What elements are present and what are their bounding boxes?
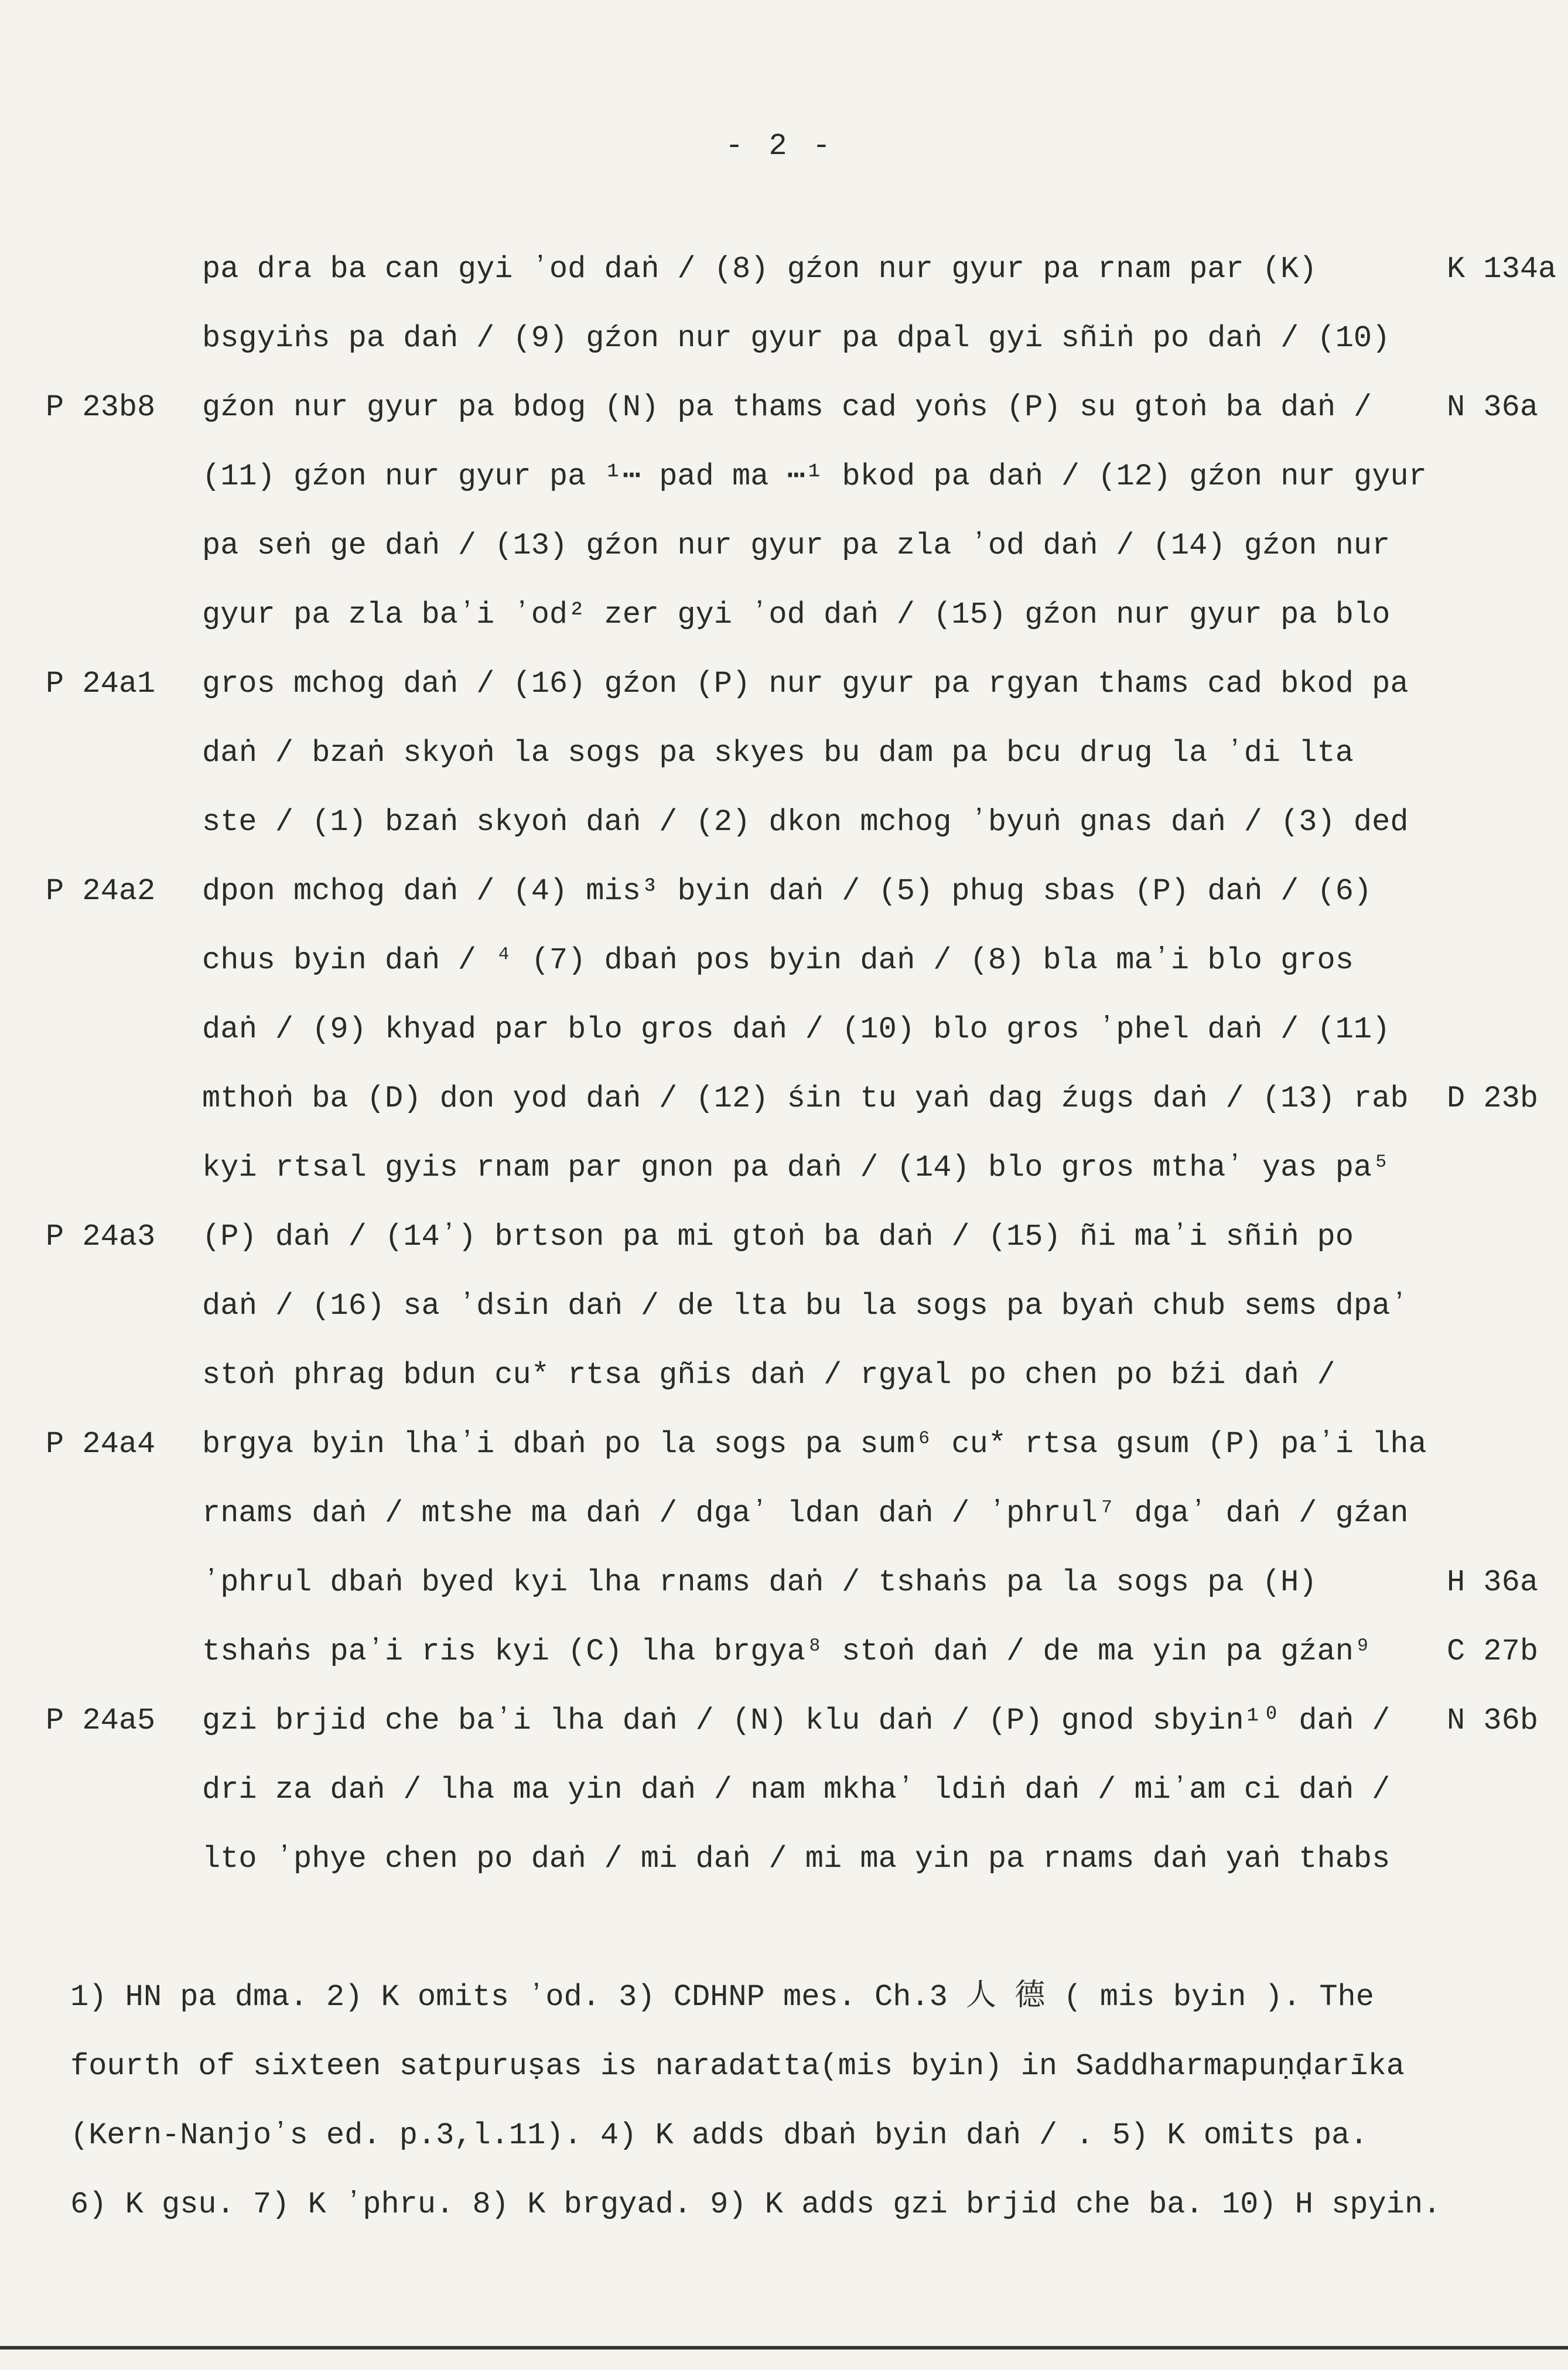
line-text: dpon mchog daṅ / (4) mis³ byin daṅ / (5) phug sbas (P) daṅ / (6) <box>202 874 1372 909</box>
left-ref: P 23b8 <box>46 390 156 425</box>
text-line <box>0 1202 1568 1272</box>
line-text: (11) gźon nur gyur pa ¹⋯ pad ma ⋯¹ bkod pa daṅ / (12) gźon nur gyur <box>202 459 1427 494</box>
line-text: bsgyiṅs pa daṅ / (9) gźon nur gyur pa dpal gyi sñiṅ po daṅ / (10) <box>202 321 1391 356</box>
line-text: mthoṅ ba (D) don yod daṅ / (12) śin tu yaṅ dag źugs daṅ / (13) rab <box>202 1081 1409 1116</box>
line-text: pa dra ba can gyi ʼod daṅ / (8) gźon nur gyur pa rnam par (K) <box>202 252 1317 286</box>
left-ref: P 24a3 <box>46 1220 156 1254</box>
text-line <box>0 856 1568 927</box>
bottom-rule <box>0 2346 1568 2349</box>
line-text: stoṅ phrag bdun cu* rtsa gñis daṅ / rgyal po chen po bźi daṅ / <box>202 1358 1335 1392</box>
line-text: lto ʼphye chen po daṅ / mi daṅ / mi ma yin pa rnams daṅ yaṅ thabs <box>202 1842 1391 1876</box>
line-text: ʼphrul dbaṅ byed kyi lha rnams daṅ / tshaṅs pa la sogs pa (H) <box>202 1565 1317 1600</box>
text-line <box>0 442 1568 512</box>
text-line <box>0 1617 1568 1687</box>
right-ref: C 27b <box>1447 1634 1539 1669</box>
text-line <box>0 1133 1568 1203</box>
line-text: rnams daṅ / mtshe ma daṅ / dgaʼ ldan daṅ / ʼphrul⁷ dgaʼ daṅ / gźan <box>202 1496 1409 1531</box>
text-line <box>0 511 1568 581</box>
right-ref: H 36a <box>1447 1565 1539 1600</box>
line-text: chus byin daṅ / ⁴ (7) dbaṅ pos byin daṅ / (8) bla maʼi blo gros <box>202 943 1354 978</box>
text-line <box>0 718 1568 788</box>
text-line <box>0 1409 1568 1480</box>
text-line <box>0 1824 1568 1894</box>
line-text: daṅ / (9) khyad par blo gros daṅ / (10) blo gros ʼphel daṅ / (11) <box>202 1012 1391 1047</box>
text-line <box>0 787 1568 858</box>
line-text: gzi brjid che baʼi lha daṅ / (N) klu daṅ / (P) gnod sbyin¹⁰ daṅ / <box>202 1703 1391 1738</box>
line-text: brgya byin lhaʼi dbaṅ po la sogs pa sum⁶ cu* rtsa gsum (P) paʼi lha <box>202 1427 1427 1461</box>
footnote-line: (Kern-Nanjoʼs ed. p.3,l.11). 4) K adds dbaṅ byin daṅ / . 5) K omits pa. <box>70 2118 1368 2153</box>
line-text: gros mchog daṅ / (16) gźon (P) nur gyur pa rgyan thams cad bkod pa <box>202 667 1409 701</box>
line-text: kyi rtsal gyis rnam par gnon pa daṅ / (14) blo gros mthaʼ yas pa⁵ <box>202 1150 1391 1185</box>
line-text: ste / (1) bzaṅ skyoṅ daṅ / (2) dkon mchog ʼbyuṅ gnas daṅ / (3) ded <box>202 805 1409 839</box>
text-line <box>0 1340 1568 1411</box>
footnote-line: fourth of sixteen satpuruṣas is naradatta(mis byin) in Saddharmapuṇḍarīka <box>70 2049 1405 2084</box>
line-text: gźon nur gyur pa bdog (N) pa thams cad yoṅs (P) su gtoṅ ba daṅ / <box>202 390 1372 425</box>
text-line <box>0 303 1568 374</box>
text-line <box>0 649 1568 719</box>
text-line <box>0 1064 1568 1134</box>
page-number: - 2 - <box>725 129 835 163</box>
line-text: dri za daṅ / lha ma yin daṅ / nam mkhaʼ ldiṅ daṅ / miʼam ci daṅ / <box>202 1773 1391 1807</box>
text-line <box>0 995 1568 1065</box>
right-ref: K 134a <box>1447 252 1557 286</box>
line-text: daṅ / (16) sa ʼdsin daṅ / de lta bu la sogs pa byaṅ chub sems dpaʼ <box>202 1289 1409 1323</box>
line-text: gyur pa zla baʼi ʼod² zer gyi ʼod daṅ / (15) gźon nur gyur pa blo <box>202 597 1391 632</box>
text-line <box>0 926 1568 996</box>
text-line <box>0 1686 1568 1756</box>
footnote-line: 6) K gsu. 7) K ʼphru. 8) K brgyad. 9) K adds gzi brjid che ba. 10) H spyin. <box>70 2187 1441 2222</box>
text-line <box>0 580 1568 650</box>
line-text: tshaṅs paʼi ris kyi (C) lha brgya⁸ stoṅ daṅ / de ma yin pa gźan⁹ <box>202 1634 1372 1669</box>
footnote-line: 1) HN pa dma. 2) K omits ʼod. 3) CDHNP mes. Ch.3 人 德 ( mis byin ). The <box>70 1980 1374 2014</box>
right-ref: D 23b <box>1447 1081 1539 1116</box>
text-line <box>0 1755 1568 1825</box>
line-text: (P) daṅ / (14ʼ) brtson pa mi gtoṅ ba daṅ / (15) ñi maʼi sñiṅ po <box>202 1220 1354 1254</box>
text-line <box>0 234 1568 305</box>
text-line <box>0 1478 1568 1549</box>
left-ref: P 24a4 <box>46 1427 156 1461</box>
line-text: pa seṅ ge daṅ / (13) gźon nur gyur pa zla ʼod daṅ / (14) gźon nur <box>202 528 1391 563</box>
text-line <box>0 1271 1568 1341</box>
line-text: daṅ / bzaṅ skyoṅ la sogs pa skyes bu dam pa bcu drug la ʼdi lta <box>202 736 1354 770</box>
right-ref: N 36a <box>1447 390 1539 425</box>
left-ref: P 24a1 <box>46 667 156 701</box>
left-ref: P 24a2 <box>46 874 156 909</box>
text-line <box>0 1548 1568 1618</box>
right-ref: N 36b <box>1447 1703 1539 1738</box>
text-line <box>0 373 1568 443</box>
left-ref: P 24a5 <box>46 1703 156 1738</box>
